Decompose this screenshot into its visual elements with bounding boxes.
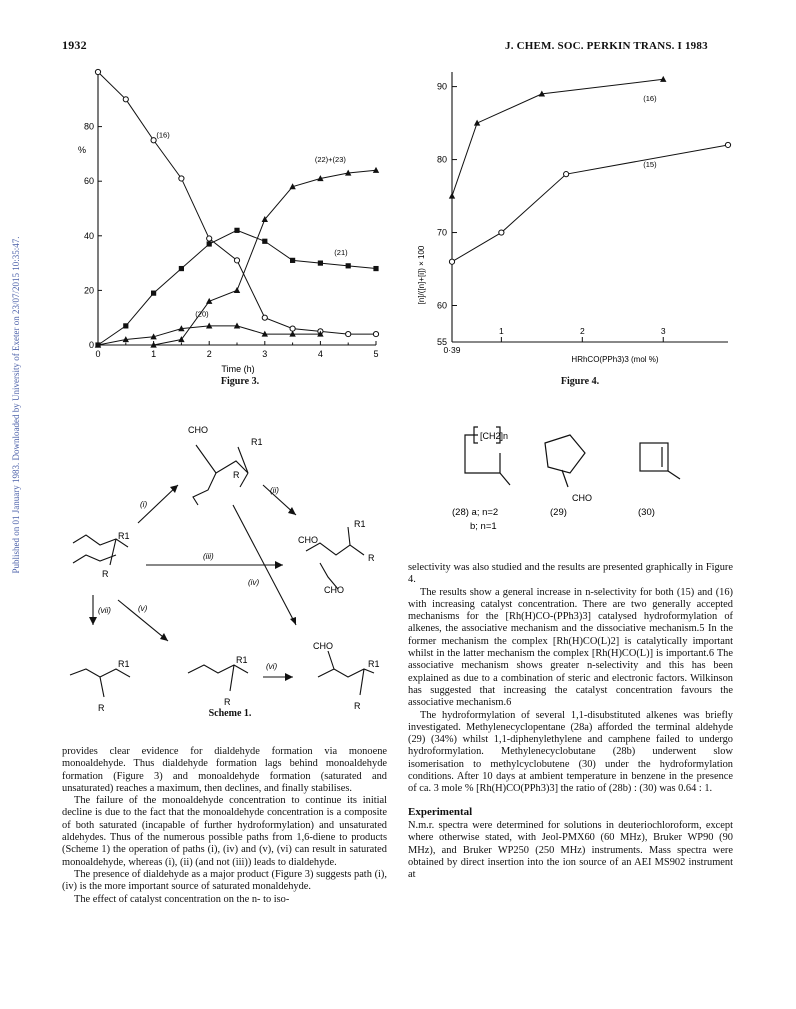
figure3-caption: Figure 3. (220, 376, 260, 387)
fig3-xtick-label: 5 (373, 349, 379, 359)
right-column (408, 562, 733, 881)
fig3-point (262, 315, 267, 320)
r-right: R (368, 553, 375, 563)
fig4-ytick-label: 90 (436, 81, 447, 92)
r-bm: R (224, 697, 231, 707)
fig4-point (474, 120, 480, 126)
scheme-caption: Scheme 1. (208, 708, 252, 719)
fig3-point (179, 266, 184, 271)
fig3-xtick-label: 1 (151, 349, 157, 359)
path-vi: (vi) (266, 662, 278, 671)
fig3-point (207, 241, 212, 246)
figure4-chart (410, 60, 740, 370)
side-note: Published on 01 January 1983. Downloaded by University of Exeter on 23/07/2015 10:35:47. (11, 236, 21, 574)
fig3-ytick-label: 80 (83, 121, 94, 132)
fig3-point (179, 176, 184, 181)
fig4-series-line (452, 79, 663, 196)
journal-header: J. CHEM. SOC. PERKIN TRANS. I 1983 (505, 40, 708, 52)
fig4-point (564, 172, 569, 177)
r1-br: R1 (368, 659, 380, 669)
fig4-ytick-label: 55 (436, 337, 447, 347)
fig4-point (449, 193, 455, 199)
fig3-series-label: (22)+(23) (314, 155, 346, 165)
fig4-xtick-label: 0·39 (443, 345, 461, 355)
cho-right-1: CHO (298, 535, 318, 545)
fig3-xtick-label: 0 (95, 349, 101, 359)
fig4-xtick-label: 1 (499, 326, 504, 336)
page-number: 1932 (62, 38, 87, 52)
fig3-point (290, 258, 295, 263)
figure4-caption: Figure 4. (560, 376, 600, 387)
fig4-series-label: (16) (643, 94, 657, 104)
scheme-1 (58, 415, 398, 720)
path-vii: (vii) (98, 606, 111, 615)
fig4-series-label: (15) (643, 159, 657, 169)
cho-top: CHO (188, 425, 208, 435)
fig3-series-line (98, 72, 376, 334)
figure4-xlabel: HRhCO(PPh3)3 (mol %) (571, 355, 659, 364)
fig3-point (346, 263, 351, 268)
fig3-point (151, 291, 156, 296)
fig3-point (123, 97, 128, 102)
fig4-point (449, 259, 454, 264)
fig3-xtick-label: 2 (206, 349, 212, 359)
fig4-xtick-label: 2 (579, 326, 585, 336)
figure4-ylabel: [n]/([n]+[i]) × 100 (417, 245, 426, 305)
fig3-point (318, 261, 323, 266)
path-i: (i) (140, 500, 148, 509)
fig3-point (123, 323, 128, 328)
left-column (62, 746, 387, 906)
fig3-point (373, 266, 378, 271)
r-bl: R (98, 703, 105, 713)
fig4-point (660, 76, 666, 82)
structure-30-ring (640, 443, 668, 471)
fig4-ytick-label: 60 (436, 300, 447, 311)
fig3-ytick-label: 40 (83, 230, 94, 241)
fig3-point (290, 326, 295, 331)
path-v: (v) (138, 604, 148, 613)
fig3-xtick-label: 3 (262, 349, 268, 359)
fig3-point (95, 69, 100, 74)
experimental-text: N.m.r. spectra were determined for solutions in deuteriochloroform, except where otherwise stated, with Jeol-PMX60 (60 MHz), Bruker WP90 (90 MHz), and Bruker WP250 (250 MHz) instruments. Mass spectra were obtained by direct insertion into the ion source of an AEI MS902 instrument at (408, 819, 733, 881)
fig4-ytick-label: 70 (436, 227, 447, 238)
fig3-point (373, 167, 379, 173)
cn-label: [CH2]n (480, 431, 509, 441)
fig3-point (234, 287, 240, 293)
fig4-ytick-label: 80 (436, 154, 447, 165)
experimental-heading: Experimental (408, 805, 473, 818)
left-para-3: The presence of dialdehyde as a major product (Figure 3) suggests path (i), (iv) is the more important source of saturated monaldehyde. (62, 868, 387, 893)
fig3-xtick-label: 4 (317, 349, 323, 359)
path-iii: (iii) (203, 552, 214, 561)
fig3-point (262, 239, 267, 244)
fig3-series-label: (16) (156, 130, 170, 140)
r-top: R (233, 470, 240, 480)
figure3-chart (58, 60, 388, 380)
fig3-ytick-label: 0 (88, 340, 94, 350)
path-iv: (iv) (248, 578, 260, 587)
fig3-point (234, 258, 239, 263)
fig4-series-line (452, 145, 728, 262)
label-29: (29) (550, 507, 567, 518)
fig3-series-label: (21) (334, 247, 348, 257)
label-28a: (28) a; n=2 (452, 507, 499, 518)
r1-bl: R1 (118, 659, 130, 669)
r-left: R (102, 569, 109, 579)
cho-label-29: CHO (572, 493, 592, 503)
r1-right: R1 (354, 519, 366, 529)
cho-br: CHO (313, 641, 333, 651)
fig3-point (207, 236, 212, 241)
right-para-1: selectivity was also studied and the results are presented graphically in Figure 4. (408, 562, 733, 586)
left-para-2: The failure of the monoaldehyde concentration to continue its initial decline is due to the fact that the monoaldehyde concentration is a composite of both saturated (incapable of further hydroformylation) and unsaturated aldehydes. Thus of the numerous possible paths from 1,6-diene to products (Scheme 1) the operation of paths (i), (iv) and (v), (vi) can result in saturated monoaldehyde, whereas (i), (ii) (and not (iii)) leads to dialdehyde. (62, 795, 387, 868)
label-28b: b; n=1 (470, 521, 497, 532)
figure3-xlabel: Time (h) (221, 364, 255, 374)
fig4-point (725, 142, 730, 147)
fig3-point (373, 331, 378, 336)
right-para-3: The hydroformylation of several 1,1-disubstituted alkenes was briefly investigated. Methylenecyclopentane (28a) afforded the terminal aldehyde (29) (34%) whilst 1,1-diphenylethylene and camphene failed to undergo hydroformylation. Methylenecyclobutane (28b) underwent slow isomerisation to methylcyclobutene (30) under the hydroformylation conditions. After 10 days at ambient temperature in benzene in the presence of ca. 3 mole % [Rh(H)CO(PPh3)3] the ratio of (28b) : (30) was 0.64 : 1. (408, 709, 733, 795)
right-para-2: The results show a general increase in n-selectivity for both (15) and (16) with increasing catalyst concentration. There are two generally accepted mechanisms for the [Rh(H)CO-(PPh3)3] catalysed hydroformylation of alkenes, the associative mechanism and the dissociative mechanism.5 In the former mechanism the complex [Rh(H)CO(L)2] is catalytically important whilst in the latter mechanism the complex [Rh(H)CO(L)] is important.6 The associative mechanism shows greater n-selectivity and this has been explained as due to a combination of steric and electronic factors. Wilkinson has suggested that increasing the catalyst concentration favours the associative mechanism.6 (408, 586, 733, 709)
path-ii: (ii) (270, 486, 279, 495)
r1-top: R1 (251, 437, 263, 447)
figure3-ylabel: % (78, 145, 87, 155)
cho-right-2: CHO (324, 585, 344, 595)
fig4-point (499, 230, 504, 235)
structures-28-30 (440, 415, 740, 545)
r1-bm: R1 (236, 655, 248, 665)
fig3-point (346, 331, 351, 336)
left-para-4: The effect of catalyst concentration on the n- to iso- (74, 893, 290, 905)
r1-left: R1 (118, 531, 130, 541)
fig3-series-label: (20) (195, 309, 209, 319)
label-30: (30) (638, 507, 655, 518)
r-br: R (354, 701, 361, 711)
left-para-1: provides clear evidence for dialdehyde formation via monoene monoaldehyde. Thus dialdehyde formation lags behind monoaldehyde formation (Figure 3) and monoaldehyde formation (saturated and unsaturated) reaches a maximum, then declines, and finally stabilises. (62, 746, 387, 794)
fig3-ytick-label: 20 (83, 285, 94, 296)
structure-29-ring (545, 435, 585, 473)
fig3-point (234, 228, 239, 233)
fig4-xtick-label: 3 (660, 326, 666, 336)
fig3-ytick-label: 60 (83, 176, 94, 187)
